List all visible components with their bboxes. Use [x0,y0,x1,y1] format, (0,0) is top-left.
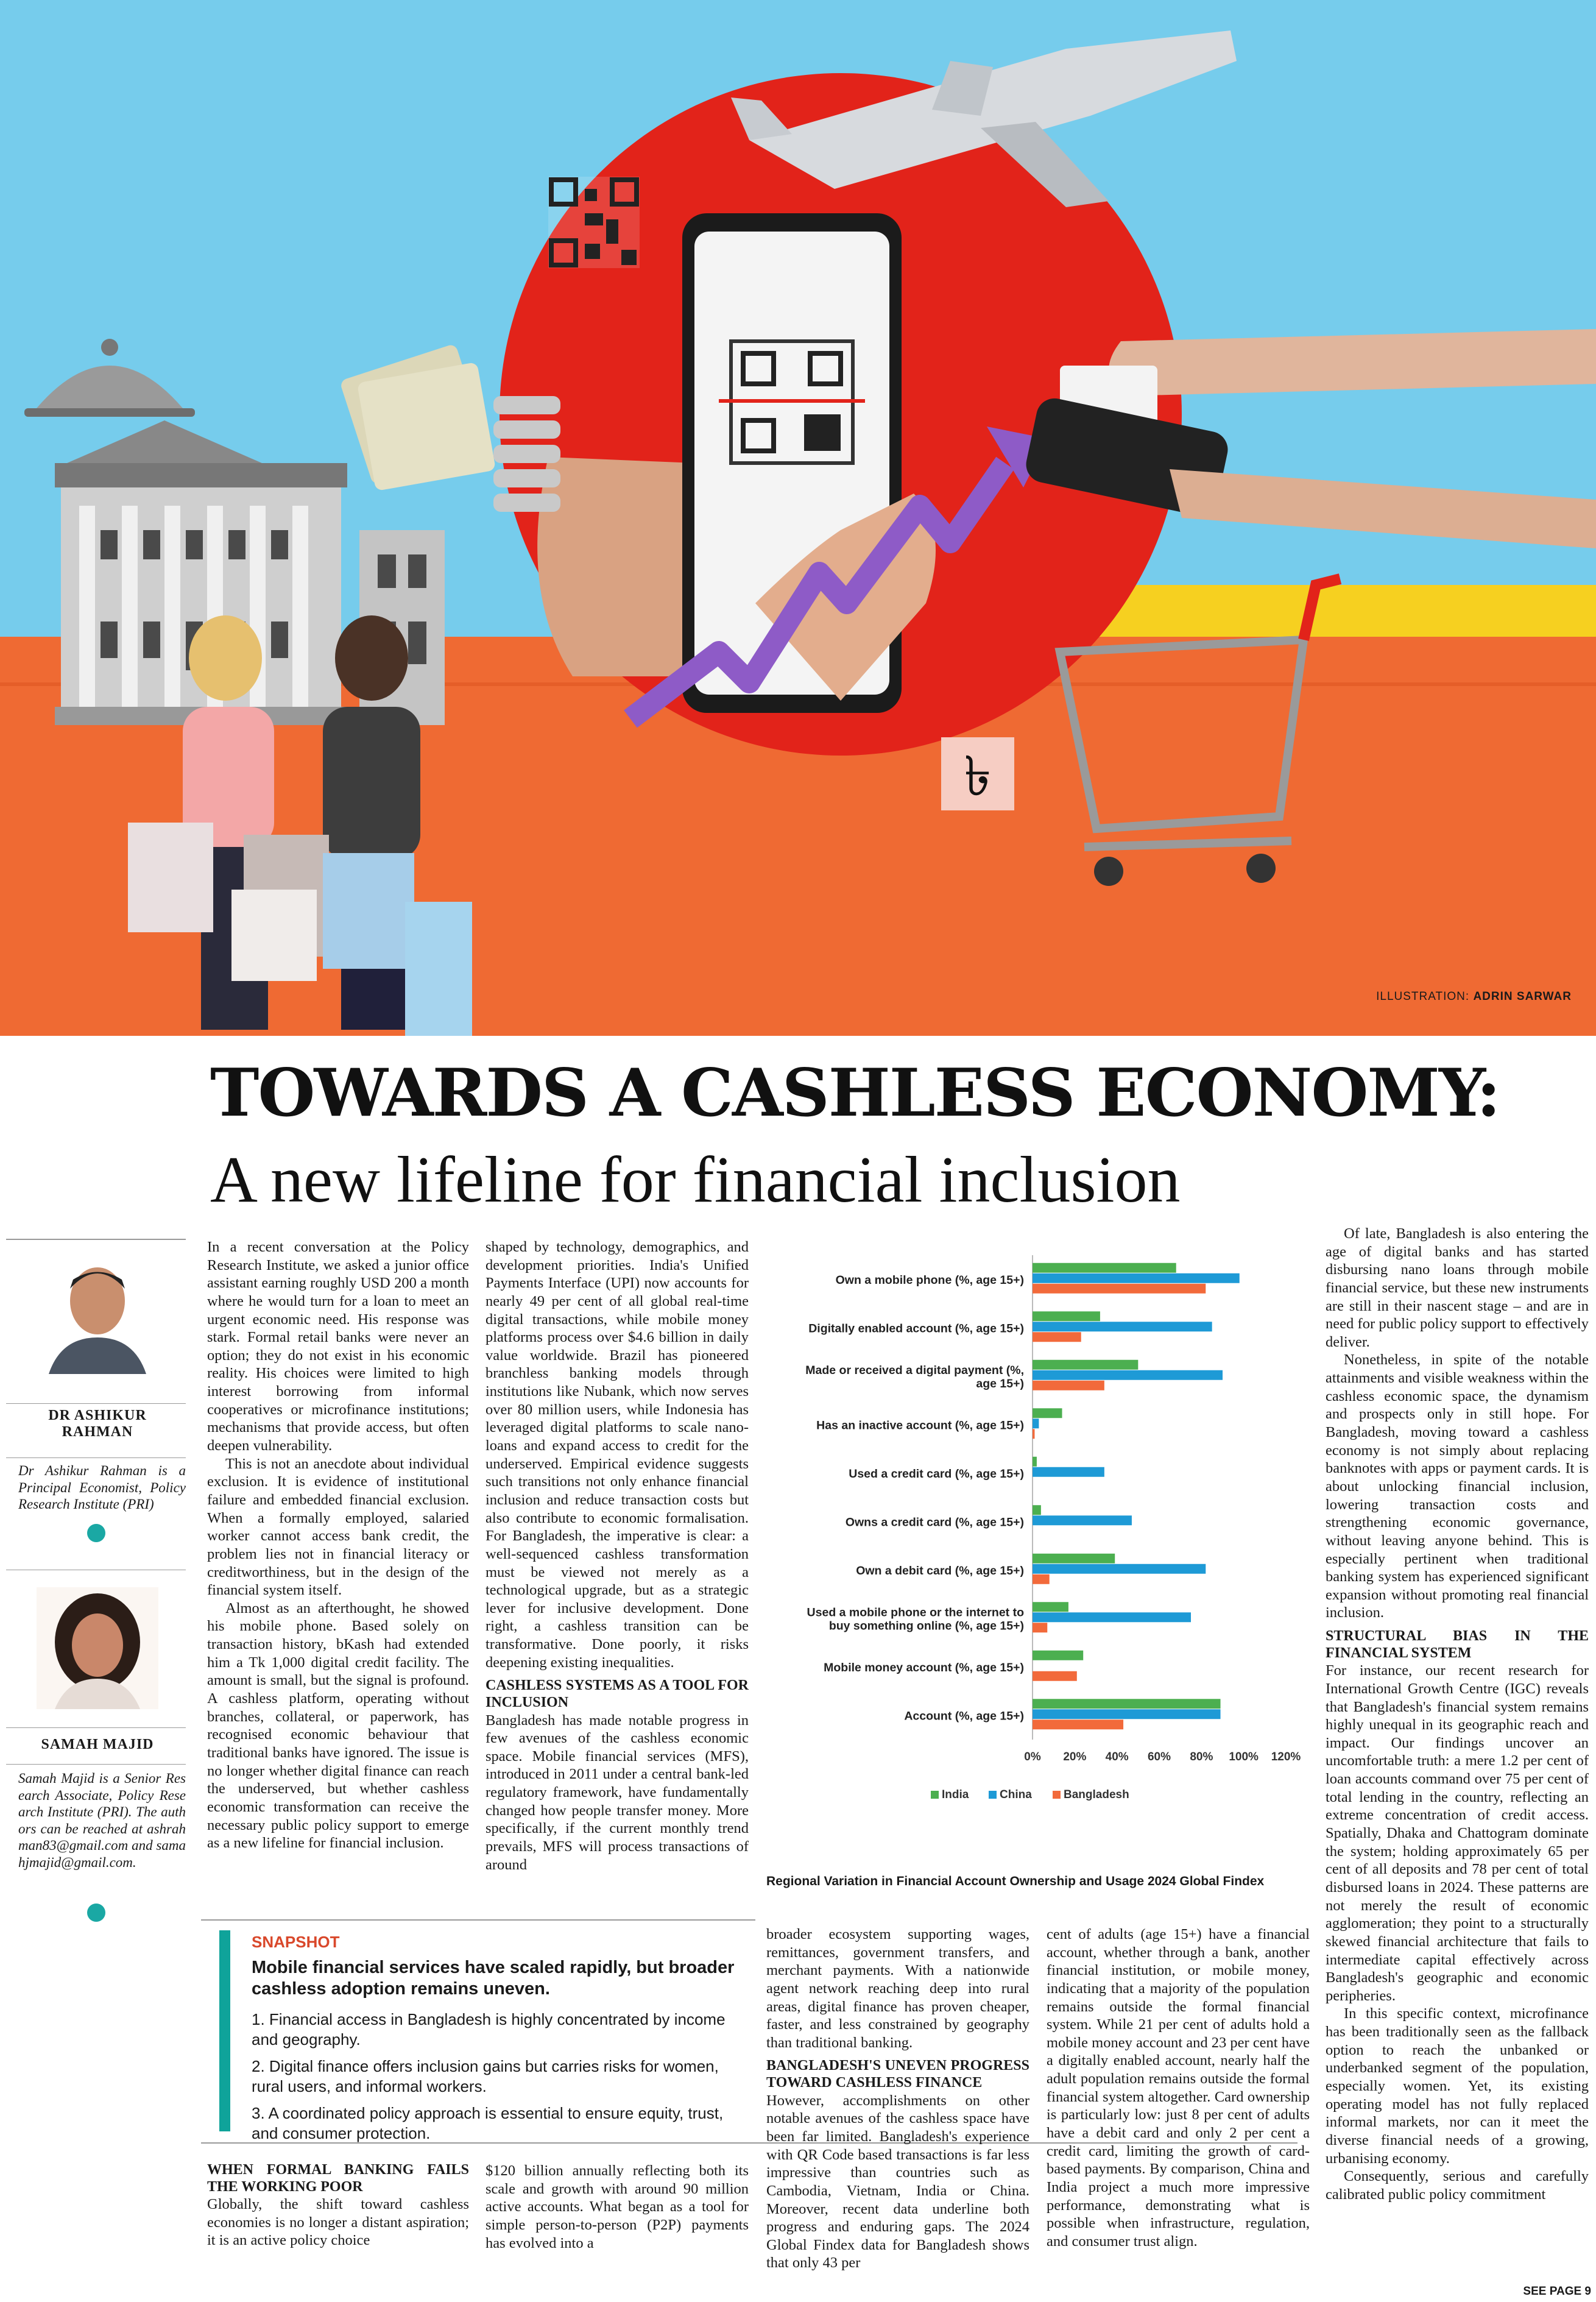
author-name-ashikur: DR ASHIKUR RAHMAN [48,1408,147,1440]
chart-category-label: Used a mobile phone or the internet to buy something online (%, age 15+) [807,1606,1024,1633]
sidebar-rule [6,1403,186,1404]
legend-swatch [1053,1791,1061,1799]
author-photo-samah [37,1587,158,1709]
section-heading: WHEN FORMAL BANKING FAILS THE WORKING POOR [207,2162,469,2195]
snapshot-box [219,1930,755,2142]
chart-category-label: Owns a credit card (%, age 15+) [845,1515,1024,1529]
chart-category-label: Mobile money account (%, age 15+) [824,1660,1024,1674]
chart-category-label: Digitally enabled account (%, age 15+) [808,1322,1024,1336]
paragraph: $120 billion annually reflecting both its scale and growth with around 90 million active accounts. What began as a tool for simple person-to-person (P2P) payments has evolved into a [486,2162,749,2251]
chart-svg [766,1249,1302,1871]
snapshot-list [252,2010,751,2150]
chart-tick-label: 0% [1024,1751,1041,1763]
paragraph: Bangladesh has made notable progress in few avenues of the cashless economic space. Mobile financial services (MFS), introduced in 2011 under a central bank-led regulatory framework, have fundamentally changed how people transfer money. More specifically, if the current monthly trend prevails, MFS will process transactions of around [486,1712,749,1873]
chart-tick-label: 120% [1271,1751,1301,1763]
chart-category-label: Own a debit card (%, age 15+) [856,1564,1024,1578]
chart-bar-bangladesh [1033,1574,1050,1584]
paragraph: In this specific context, microfinance has been traditionally seen as the fallback option to reach the unbanked or underbanked segment of the population, especially women. Yet, its existing operating model has not fully replaced informal markets, nor can it meet the diverse financial needs of a growing, urbanising economy. [1326,2005,1589,2167]
sidebar-rule [6,1764,186,1765]
sidebar-rule [6,1239,186,1240]
chart-bar-india [1033,1699,1221,1709]
chart-bar-india [1033,1651,1083,1660]
chart-bar-bangladesh [1033,1429,1034,1439]
illustration-art [0,0,1596,1036]
paragraph: In a recent conversation at the Policy Research Institute, we asked a junior office assistant earning roughly USD 200 a month where he would turn for a loan to meet an urgent economic need. His response was stark. Formal retail banks were never an option; they do not exist in his economic reality. His choices were limited to high interest borrowing from informal cooperatives or microfinance institutions; mechanisms that provide access, but often deepen vulnerability. [207,1239,469,1454]
paragraph: shaped by technology, demographics, and development priorities. India's Unified Payments Interface (UPI) now accounts for nearly 49 per cent of all global real-time digital transactions, while mobile money platforms process over $4.6 billion in daily value worldwide. Brazil has pioneered branchless banking models through institutions like Nubank, which now serves over 80 million users, while Indonesia has leveraged digital platforms to scale nano-loans and expand access to credit for the underserved. Empirical evidence suggests such transitions not only enhance financial inclusion and reduce transaction costs but also contribute to economic formalisation. For Bangladesh, the imperative is clear: a well-sequenced cashless transformation must be viewed not merely as a technological upgrade, but as a strategic lever for inclusive development. Done right, a cashless transition can be transformative. Done poorly, it risks deepening existing inequalities. [486,1239,749,1671]
section-heading: CASHLESS SYSTEMS AS A TOOL FOR INCLUSION [486,1677,749,1710]
chart-bar-india [1033,1360,1138,1370]
chart-tick-label: 100% [1229,1751,1259,1763]
paragraph: cent of adults (age 15+) have a financial account, whether through a bank, another financial institution, or mobile money, indicating that a majority of the population remains outside the formal financial system. While 21 per cent of adults hold a mobile money account and 23 per cent have a digitally enabled account, nearly half the adult population remains outside the formal financial system altogether. Card ownership is particularly low: just 8 per cent of adults have a debit card and only 2 per cent a credit card, limiting the growth of card-based payments. By comparison, China and India project a much more impressive performance, demonstrating what is possible when infrastructure, regulation, and consumer trust align. [1047,1926,1310,2250]
snapshot-accent-bar [219,1930,230,2131]
legend-label: China [1000,1788,1032,1801]
sidebar-rule [6,1727,186,1728]
paragraph: Almost as an afterthought, he showed his mobile phone. Based solely on transaction history, bKash had extended him a Tk 1,000 digital credit facility. The amount is small, but the signal is profound. A cashless platform, operating without branches, collateral, or paperwork, has recognised economic behaviour that traditional banks have ignored. The issue is no longer whether digital finance can reach the underserved, but whether cashless economic transformation can receive the necessary public policy support to emerge as a new lifeline for financial inclusion. [207,1599,469,1852]
body-column-2 [486,1238,749,1874]
chart-bar-china [1033,1322,1212,1331]
legend-label: Bangladesh [1064,1788,1129,1801]
chart-category-label: Account (%, age 15+) [904,1709,1024,1723]
chart-bar-china [1033,1515,1132,1525]
banner-illustration [0,0,1596,1036]
chart-category-label: Own a mobile phone (%, age 15+) [835,1273,1024,1287]
body-column-3b [1047,1925,1310,2251]
chart-bar-bangladesh [1033,1381,1104,1390]
chart-bar-bangladesh [1033,1671,1077,1681]
chart-bar-bangladesh [1033,1284,1206,1294]
headline: TOWARDS A CASHLESS ECONOMY: [210,1055,1500,1132]
bottom-column-2 [486,2162,749,2252]
legend-swatch [989,1791,997,1799]
chart-tick-label: 20% [1063,1751,1087,1763]
legend-label: India [942,1788,969,1801]
paragraph: broader ecosystem supporting wages, remittances, government transfers, and merchant payments. With a nationwide agent network reaching deep into rural areas, digital finance has proven cheaper, faster, and less constrained by geography than traditional banking. [766,1926,1029,2051]
body-column-1 [207,1238,469,1852]
snapshot-item: 1. Financial access in Bangladesh is highly concentrated by income and geography. [252,2010,726,2049]
chart-bar-china [1033,1418,1039,1428]
chart-category-label: Made or received a digital payment (%, age 15+) [805,1363,1024,1390]
section-heading: STRUCTURAL BIAS IN THE FINANCIAL SYSTEM [1326,1628,1589,1661]
paragraph: This is not an anecdote about individual exclusion. It is evidence of institutional failure and embedded financial exclusion. When a formally employed, salaried worker cannot access bank credit, the problem lies not in financial literacy or creditworthiness, but in the design of the financial system itself. [207,1455,469,1599]
paragraph: However, accomplishments on other notable avenues of the cashless space have been far limited. Bangladesh's experience with QR Code based transactions is far less impressive than countries such as Cambodia, Vietnam, India or China. Moreover, recent data underline both progress and enduring gaps. The 2024 Global Findex data for Bangladesh shows that only 43 per [766,2092,1029,2272]
chart-bar-china [1033,1612,1191,1622]
chart-bar-china [1033,1564,1206,1574]
illustration-credit: ILLUSTRATION: ADRIN SARWAR [1376,990,1572,1003]
chart-tick-label: 60% [1147,1751,1171,1763]
sidebar-rule [6,1457,186,1458]
legend-swatch [931,1791,939,1799]
body-column-4 [1326,1225,1589,2204]
findex-chart [766,1249,1302,1913]
author-name-samah: SAMAH MAJID [41,1737,154,1752]
chart-category-label: Has an inactive account (%, age 15+) [816,1418,1024,1433]
chart-tick-label: 80% [1190,1751,1213,1763]
chart-bar-india [1033,1408,1062,1418]
paragraph: Globally, the shift toward cashless economies is no longer a distant aspiration; it is an active policy choice [207,2196,469,2249]
paragraph: Nonetheless, in spite of the notable attainments and visible weakness within the cashless economic space, the dynamism and prospects only in still hope. For Bangladesh, moving toward a cashless economy is not simply about replacing banknotes with apps or payment cards. It is about unlocking financial inclusion, lowering transaction costs and strengthening economic governance, without leaving anyone behind. This is especially pertinent when traditional banking system has experienced significant expansion without promoting real financial inclusion. [1326,1351,1589,1621]
author-bio-ashikur: Dr Ashikur Rahman is a Principal Economist, Policy Research Institute (PRI) [18,1463,186,1512]
see-page-link[interactable]: SEE PAGE 9 [1523,2285,1591,2298]
author-bio-samah: Samah Majid is a Senior Research Associate, Policy Research Institute (PRI). The authors can be reached at ashrahman83@gmail.com and samahjmajid@gmail.com. [18,1771,186,1870]
bottom-column-1 [207,2162,469,2250]
snapshot-lead: Mobile financial services have scaled rapidly, but broader cashless adoption remains uneven. [252,1958,735,1999]
chart-bar-india [1033,1554,1115,1564]
author-dot-icon [87,1524,105,1542]
chart-bar-bangladesh [1033,1623,1047,1632]
chart-bar-china [1033,1370,1223,1380]
snapshot-rule [201,1919,755,1921]
chart-bar-india [1033,1311,1100,1321]
chart-bar-china [1033,1467,1104,1477]
chart-bar-india [1033,1505,1041,1515]
chart-bar-bangladesh [1033,1332,1081,1342]
author-photo-ashikur [37,1252,158,1374]
paragraph: For instance, our recent research for International Growth Centre (IGC) reveals that Bangladesh's financial system remains highly unequal in its geographic reach and impact. Our findings uncover an uncomfortable truth: a mere 1.2 per cent of loan accounts command over 75 per cent of total lending in the country, reflecting an extreme concentration of credit access. Spatially, Dhaka and Chattogram dominate the system; holding approximately 65 per cent of all deposits and 78 per cent of total disbursed loans in 2024. These patterns are not merely the result of economic agglomeration; they point to a structurally skewed financial architecture that fails to intermediate capital effectively across Bangladesh's geographic and economic peripheries. [1326,1662,1589,2004]
chart-tick-label: 40% [1105,1751,1129,1763]
section-heading: BANGLADESH'S UNEVEN PROGRESS TOWARD CASHLESS FINANCE [766,2058,1029,2091]
chart-caption: Regional Variation in Financial Account Ownership and Usage 2024 Global Findex [766,1874,1265,1888]
author-dot-icon [87,1904,105,1922]
chart-bar-india [1033,1457,1037,1467]
body-column-3 [766,1925,1029,2272]
chart-bar-china [1033,1273,1240,1283]
paragraph: Consequently, serious and carefully calibrated public policy commitment [1326,2168,1589,2203]
subheadline: A new lifeline for financial inclusion [210,1144,1181,1216]
chart-bar-india [1033,1263,1176,1273]
taka-symbol: ৳ [964,745,992,809]
snapshot-item: 3. A coordinated policy approach is essential to ensure equity, trust, and consumer protection. [252,2104,724,2142]
snapshot-item: 2. Digital finance offers inclusion gains but carries risks for women, rural users, and informal workers. [252,2057,719,2095]
chart-bar-china [1033,1709,1221,1719]
chart-category-label: Used a credit card (%, age 15+) [849,1467,1024,1481]
chart-bar-india [1033,1602,1068,1612]
paragraph: Of late, Bangladesh is also entering the age of digital banks and has started disbursing nano loans through mobile financial service, but these new instruments are still in their nascent stage – and are in need for public policy support to effectively deliver. [1326,1225,1589,1350]
snapshot-tag: SNAPSHOT [252,1933,340,1951]
qr-code-icon [548,177,640,268]
chart-bar-bangladesh [1033,1719,1123,1729]
